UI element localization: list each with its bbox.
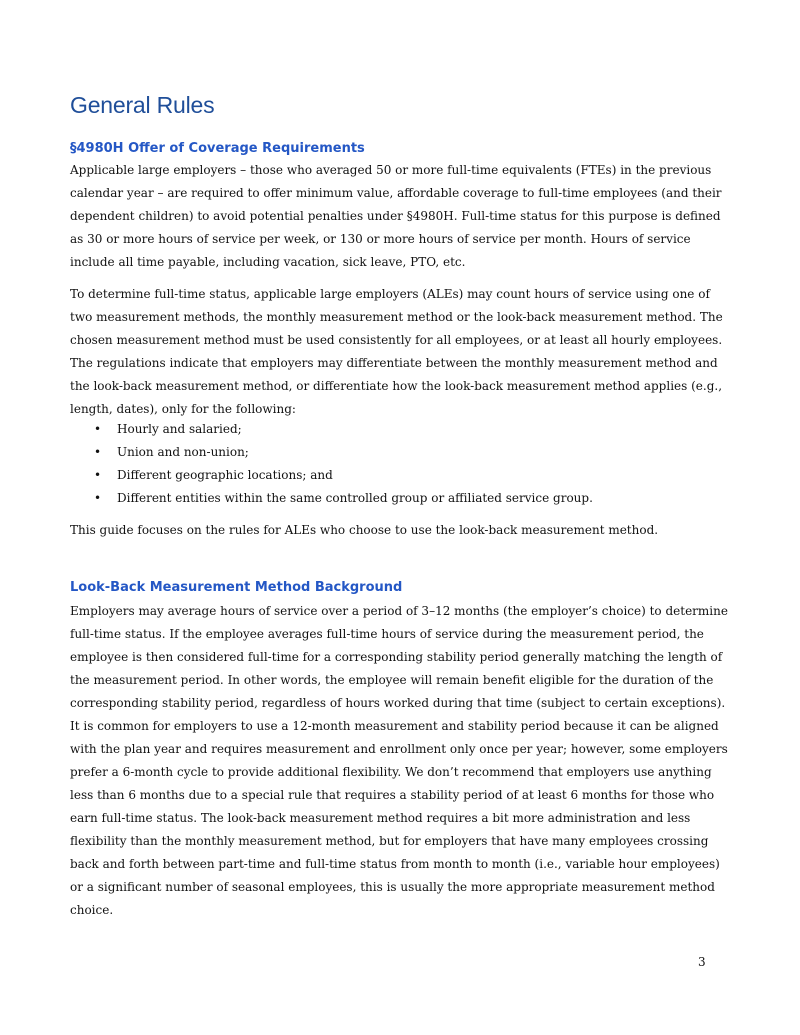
list-item: • Hourly and salaried; (70, 418, 730, 441)
paragraph-look-back-method: Employers may average hours of service over a period of 3–12 months (the employer’s choice) to determine full-time status. If the employee averages full-time hours of service during the measurement period, the employee is then considered full-time for a corresponding stability period generally matching the length of the measurement period. In other words, the employee will remain benefit eligible for the duration of the corresponding stability period, regardless of hours worked during that time (subject to certain exceptions). It is common for employers to use a 12-month measurement and stability period because it can be aligned with the plan year and requires measurement and enrollment only once per year; however, some employers prefer a 6-month cycle to provide additional flexibility. We don’t recommend that employers use anything less than 6 months due to a special rule that requires a stability period of at least 6 months for those who earn full-time status. The look-back measurement method requires a bit more administration and less flexibility than the monthly measurement method, but for employers that have many employees crossing back and forth between part-time and full-time status from month to month (i.e., variable hour employees) or a significant number of seasonal employees, this is usually the more appropriate measurement method choice. (70, 604, 728, 917)
bullet-list-differentiation (70, 418, 730, 510)
list-item: • Different entities within the same controlled group or affiliated service group. (70, 487, 730, 510)
bullet-icon: • (94, 491, 102, 505)
bullet-icon: • (94, 468, 102, 482)
paragraph-measurement-methods: To determine full-time status, applicable large employers (ALEs) may count hours of service using one of two measurement methods, the monthly measurement method or the look-back measurement method. The chosen measurement method must be used consistently for all employees, or at least all hourly employees. The regulations indicate that employers may differentiate between the monthly measurement method and the look-back measurement method, or differentiate how the look-back measurement method applies (e.g., length, dates), only for the following: (70, 287, 723, 416)
paragraph-ale-requirements: Applicable large employers – those who averaged 50 or more full-time equivalents (FTEs) in the previous calendar year – are required to offer minimum value, affordable coverage to full-time employees (and their dependent children) to avoid potential penalties under §4980H. Full-time status for this purpose is defined as 30 or more hours of service per week, or 130 or more hours of service per month. Hours of service include all time payable, including vacation, sick leave, PTO, etc. (70, 163, 722, 269)
list-item: • Different geographic locations; and (70, 464, 730, 487)
list-item: • Union and non-union; (70, 441, 730, 464)
section-heading-offer-of-coverage: §4980H Offer of Coverage Requirements (70, 141, 365, 156)
page-title: General Rules (70, 92, 215, 118)
paragraph-guide-focus: This guide focuses on the rules for ALEs who choose to use the look-back measurement method. (70, 523, 659, 537)
bullet-icon: • (94, 422, 102, 436)
page-number: 3 (698, 955, 706, 969)
bullet-icon: • (94, 445, 102, 459)
section-heading-look-back-background: Look-Back Measurement Method Background (70, 580, 403, 595)
